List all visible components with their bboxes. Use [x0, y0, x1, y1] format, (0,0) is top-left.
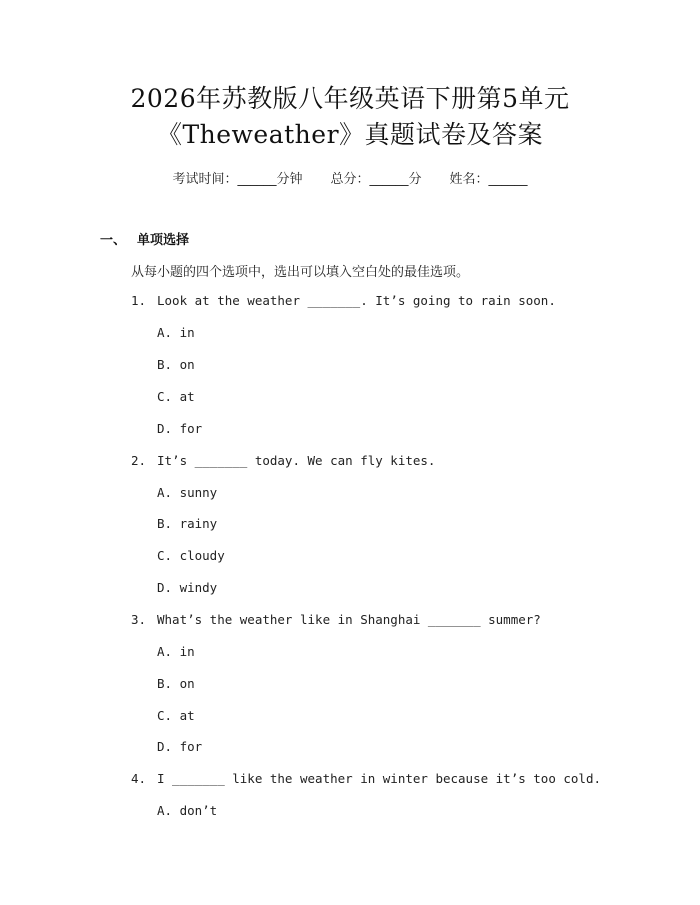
doc-title-line1: 2026年苏教版八年级英语下册第5单元 [130, 84, 570, 113]
question-option: D. windy [157, 580, 218, 595]
question-number: 2. [131, 453, 147, 468]
question-option: B. on [157, 676, 195, 691]
question-option: A. in [157, 325, 195, 340]
section-heading [100, 229, 189, 248]
section-number: 一、 [100, 233, 127, 248]
question-option: A. sunny [157, 485, 218, 500]
question-option: B. rainy [157, 516, 218, 531]
question-option: C. at [157, 389, 195, 404]
question-number: 4. [131, 771, 147, 786]
question-option: D. for [157, 421, 203, 436]
question-option: D. for [157, 739, 203, 754]
question-option: C. at [157, 708, 195, 723]
question-option: A. don’t [157, 803, 218, 818]
question-number: 3. [131, 612, 147, 627]
question-option: C. cloudy [157, 548, 225, 563]
student-name: 姓名：______ [449, 172, 528, 187]
section-instruction: 从每小题的四个选项中，选出可以填入空白处的最佳选项。 [131, 265, 470, 280]
exam-time: 考试时间：______分钟 [172, 172, 303, 187]
section-title: 单项选择 [137, 233, 190, 248]
exam-meta [0, 168, 700, 187]
doc-title-line2: 《Theweather》真题试卷及答案 [156, 120, 544, 149]
question-option: B. on [157, 357, 195, 372]
exam-total-score: 总分：______分 [330, 172, 422, 187]
question-text: It’s _______ today. We can fly kites. [157, 453, 436, 468]
question-text: Look at the weather _______. It’s going to rain soon. [157, 293, 556, 308]
question-option: A. in [157, 644, 195, 659]
question-text: What’s the weather like in Shanghai _______ summer? [157, 612, 541, 627]
question-number: 1. [131, 293, 147, 308]
question-text: I _______ like the weather in winter because it’s too cold. [157, 771, 602, 786]
